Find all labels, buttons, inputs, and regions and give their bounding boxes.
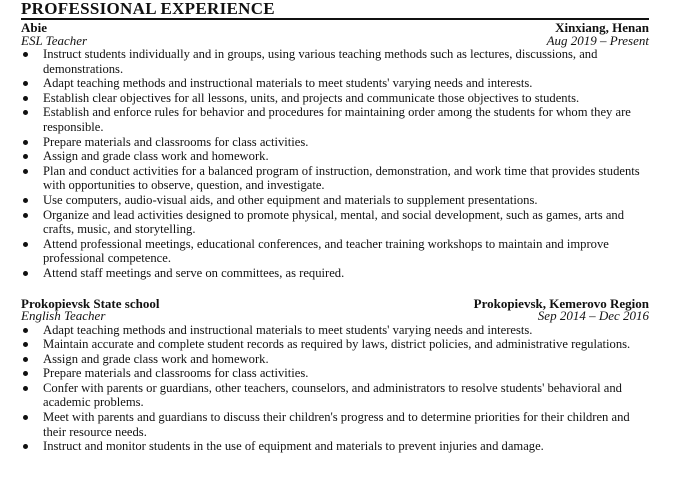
job-dates: Aug 2019 – Present	[546, 32, 649, 48]
section-title: PROFESSIONAL EXPERIENCE	[21, 0, 275, 18]
bullet-dot-icon	[23, 154, 28, 159]
bullet-text: Adapt teaching methods and instructional materials to meet students' varying needs and interests.	[43, 76, 533, 91]
bullet-item	[21, 237, 649, 266]
job-bullets	[21, 47, 649, 281]
job-location: Xinxiang, Henan	[555, 20, 649, 35]
bullet-text: Attend professional meetings, educational conferences, and teacher training workshops to maintain and improve professional competence.	[43, 236, 609, 266]
bullet-item	[21, 381, 649, 410]
bullet-dot-icon	[23, 415, 28, 420]
bullet-dot-icon	[23, 328, 28, 333]
bullet-text: Confer with parents or guardians, other teachers, counselors, and administrators to resolve students' behavioral and academic problems.	[43, 380, 622, 410]
bullet-item	[21, 337, 649, 352]
bullet-text: Establish and enforce rules for behavior and procedures for maintaining order among the students for whom they are responsible.	[43, 105, 631, 134]
bullet-dot-icon	[23, 271, 28, 276]
job-entry-abie	[21, 22, 649, 281]
bullet-item	[21, 164, 649, 193]
bullet-dot-icon	[23, 169, 28, 174]
bullet-dot-icon	[23, 386, 28, 391]
bullet-dot-icon	[23, 371, 28, 376]
bullet-dot-icon	[23, 444, 28, 449]
bullet-dot-icon	[23, 96, 28, 101]
bullet-item	[21, 47, 649, 76]
job-role: English Teacher	[21, 308, 106, 323]
bullet-text: Instruct and monitor students in the use of equipment and materials to prevent injuries and damage.	[43, 439, 544, 454]
bullet-item	[21, 193, 649, 208]
bullet-dot-icon	[23, 213, 28, 218]
bullet-item	[21, 91, 649, 106]
bullet-text: Prepare materials and classrooms for class activities.	[43, 366, 309, 381]
bullet-item	[21, 208, 649, 237]
bullet-item	[21, 439, 649, 454]
bullet-text: Instruct students individually and in groups, using various teaching methods such as lectures, discussions, and demonstrations.	[43, 47, 598, 76]
job-dates: Sep 2014 – Dec 2016	[537, 308, 649, 323]
bullet-text: Maintain accurate and complete student records as required by laws, district policies, and administrative regulations.	[43, 337, 631, 352]
bullet-item	[21, 105, 649, 134]
employer-name: Abie	[21, 20, 47, 35]
job-location: Prokopievsk, Kemerovo Region	[473, 295, 649, 311]
bullet-dot-icon	[23, 110, 28, 115]
resume-page	[21, 0, 649, 454]
employer-name: Prokopievsk State school	[21, 295, 160, 311]
bullet-item	[21, 149, 649, 164]
bullet-item	[21, 76, 649, 91]
bullet-text: Assign and grade class work and homework.	[43, 149, 269, 164]
bullet-text: Plan and conduct activities for a balanced program of instruction, demonstration, and work time that provides students with opportunities to observe, question, and investigate.	[43, 163, 640, 193]
bullet-item	[21, 266, 649, 281]
bullet-dot-icon	[23, 81, 28, 86]
bullet-text: Use computers, audio-visual aids, and other equipment and materials to supplement presentations.	[43, 192, 538, 207]
bullet-text: Attend staff meetings and serve on committees, as required.	[43, 265, 345, 280]
bullet-item	[21, 323, 649, 338]
bullet-dot-icon	[23, 357, 28, 362]
bullet-item	[21, 366, 649, 381]
bullet-item	[21, 410, 649, 439]
job-bullets	[21, 323, 649, 454]
bullet-dot-icon	[23, 342, 28, 347]
job-role: ESL Teacher	[21, 32, 88, 48]
bullet-text: Meet with parents and guardians to discuss their children's progress and to determine priorities for their children and their resource needs.	[43, 410, 630, 439]
bullet-item	[21, 352, 649, 367]
bullet-dot-icon	[23, 198, 28, 203]
bullet-text: Prepare materials and classrooms for class activities.	[43, 134, 309, 149]
job-entry-prokopievsk	[21, 295, 649, 454]
bullet-text: Organize and lead activities designed to promote physical, mental, and social development, such as games, arts and crafts, music, and storytelling.	[43, 207, 625, 237]
bullet-dot-icon	[23, 140, 28, 145]
bullet-text: Assign and grade class work and homework.	[43, 351, 269, 366]
bullet-text: Establish clear objectives for all lessons, units, and projects and communicate those objectives to students.	[43, 90, 580, 105]
bullet-dot-icon	[23, 242, 28, 247]
bullet-item	[21, 135, 649, 150]
bullet-dot-icon	[23, 52, 28, 57]
bullet-text: Adapt teaching methods and instructional materials to meet students' varying needs and interests.	[43, 322, 533, 337]
